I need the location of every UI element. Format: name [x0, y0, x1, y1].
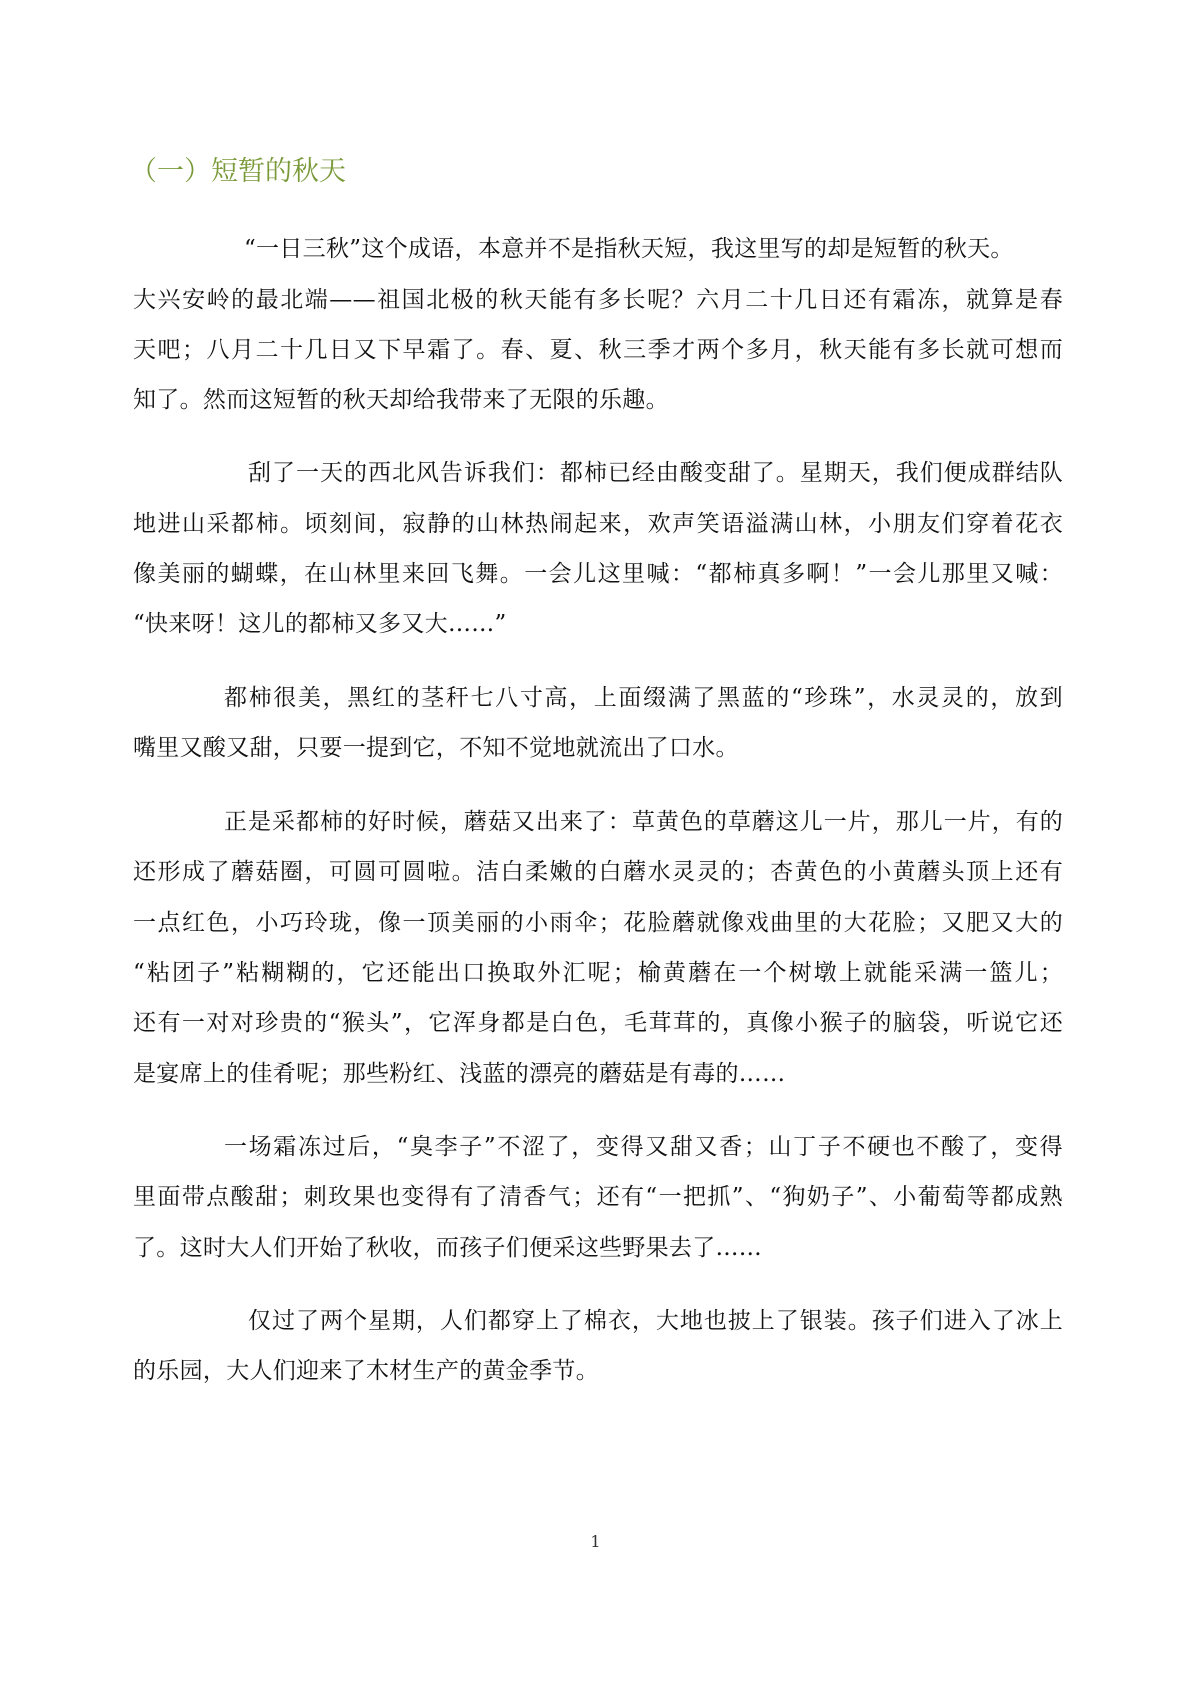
page-number: 1	[590, 1532, 601, 1551]
paragraph-line: 像美丽的蝴蝶，在山林里来回飞舞。一会儿这里喊：“都柿真多啊！”一会儿那里又喊：	[133, 561, 1063, 587]
paragraph-line: 还形成了蘑菇圈，可圆可圆啦。洁白柔嫩的白蘑水灵灵的；杏黄色的小黄蘑头顶上还有	[133, 859, 1063, 885]
paragraph-line: 天吧；八月二十几日又下早霜了。春、夏、秋三季才两个多月，秋天能有多长就可想而	[133, 337, 1063, 363]
paragraph-line: “粘团子”粘糊糊的，它还能出口换取外汇呢；榆黄蘑在一个树墩上就能采满一篮儿；	[133, 960, 1063, 986]
paragraph-line: “快来呀！这儿的都柿又多又大……”	[133, 611, 507, 637]
paragraph-line: 是宴席上的佳肴呢；那些粉红、浅蓝的漂亮的蘑菇是有毒的……	[133, 1061, 786, 1087]
paragraph-line: 都柿很美，黑红的茎秆七八寸高，上面缀满了黑蓝的“珍珠”，水灵灵的，放到	[224, 685, 1063, 711]
paragraph-line: 一点红色，小巧玲珑，像一顶美丽的小雨伞；花脸蘑就像戏曲里的大花脸；又肥又大的	[133, 910, 1063, 936]
paragraph-line: “一日三秋”这个成语，本意并不是指秋天短，我这里写的却是短暂的秋天。	[244, 236, 1014, 262]
paragraph-line: 大兴安岭的最北端——祖国北极的秋天能有多长呢？六月二十几日还有霜冻，就算是春	[133, 287, 1063, 313]
paragraph-line: 的乐园，大人们迎来了木材生产的黄金季节。	[133, 1358, 599, 1384]
paragraph-line: 一场霜冻过后，“臭李子”不涩了，变得又甜又香；山丁子不硬也不酸了，变得	[224, 1134, 1063, 1160]
paragraph-line: 了。这时大人们开始了秋收，而孩子们便采这些野果去了……	[133, 1235, 763, 1261]
paragraph-line: 地进山采都柿。顷刻间，寂静的山林热闹起来，欢声笑语溢满山林，小朋友们穿着花衣	[133, 511, 1063, 537]
paragraph-line: 嘴里又酸又甜，只要一提到它，不知不觉地就流出了口水。	[133, 735, 739, 761]
section-title: （一）短暂的秋天	[130, 156, 346, 187]
paragraph-line: 仅过了两个星期，人们都穿上了棉衣，大地也披上了银装。孩子们进入了冰上	[248, 1308, 1063, 1334]
paragraph-line: 还有一对对珍贵的“猴头”，它浑身都是白色，毛茸茸的，真像小猴子的脑袋，听说它还	[133, 1010, 1063, 1036]
paragraph-line: 里面带点酸甜；刺玫果也变得有了清香气；还有“一把抓”、“狗奶子”、小葡萄等都成熟	[133, 1184, 1063, 1210]
paragraph-line: 知了。然而这短暂的秋天却给我带来了无限的乐趣。	[133, 387, 669, 413]
paragraph-line: 刮了一天的西北风告诉我们：都柿已经由酸变甜了。星期天，我们便成群结队	[248, 460, 1063, 486]
paragraph-line: 正是采都柿的好时候，蘑菇又出来了：草黄色的草蘑这儿一片，那儿一片，有的	[224, 809, 1063, 835]
